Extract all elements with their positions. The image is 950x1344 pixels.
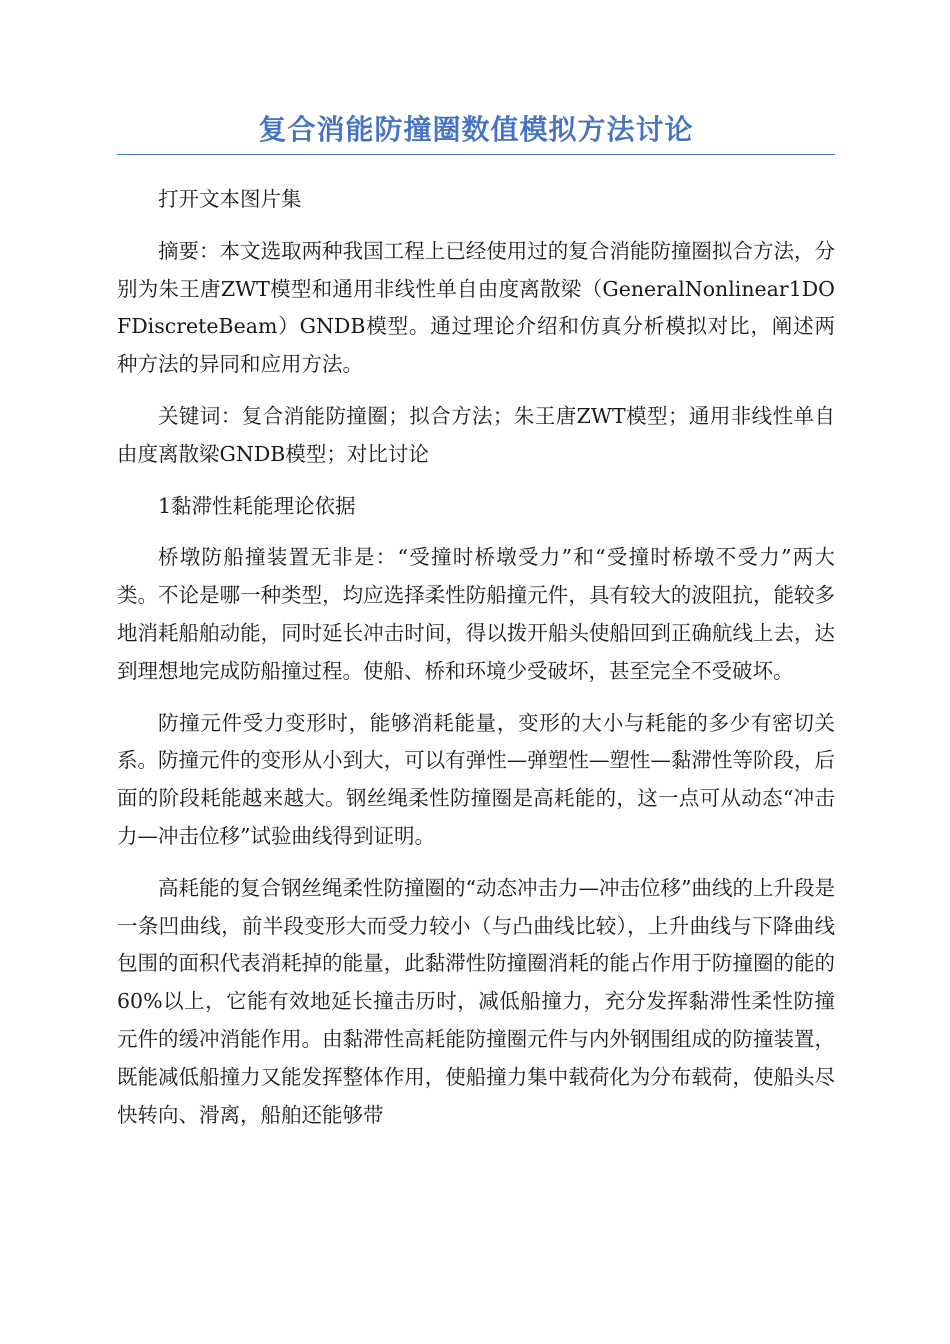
section-heading: 1黏滞性耗能理论依据 (158, 493, 356, 518)
abstract-paragraph: 摘要：本文选取两种我国工程上已经使用过的复合消能防撞圈拟合方法，分别为朱王唐ZWT模型和通用非线性单自由度离散梁（GeneralNonlinear1DOFDiscreteBeam）GNDB模型。通过理论介绍和仿真分析模拟对比，阐述两种方法的异同和应用方法。 (117, 238, 835, 377)
body-paragraph: 防撞元件受力变形时，能够消耗能量，变形的大小与耗能的多少有密切关系。防撞元件的变形从小到大，可以有弹性—弹塑性—塑性—黏滞性等阶段，后面的阶段耗能越来越大。钢丝绳柔性防撞圈是高耗能的，这一点可从动态“冲击力—冲击位移”试验曲线得到证明。 (117, 710, 835, 848)
body-paragraph: 桥墩防船撞装置无非是：“受撞时桥墩受力”和“受撞时桥墩不受力”两大类。不论是哪一种类型，均应选择柔性防船撞元件，具有较大的波阻抗，能较多地消耗船舶动能，同时延长冲击时间，得以拨开船头使船回到正确航线上去，达到理想地完成防船撞过程。使船、桥和环境少受破坏，甚至完全不受破坏。 (117, 545, 835, 683)
keywords-paragraph: 关键词：复合消能防撞圈；拟合方法；朱王唐ZWT模型；通用非线性单自由度离散梁GNDB模型；对比讨论 (117, 403, 835, 466)
document-title: 复合消能防撞圈数值模拟方法讨论 (117, 112, 835, 155)
open-gallery-link[interactable]: 打开文本图片集 (158, 187, 302, 211)
body-paragraph: 高耗能的复合钢丝绳柔性防撞圈的“动态冲击力—冲击位移”曲线的上升段是一条凹曲线，前半段变形大而受力较小（与凸曲线比较），上升曲线与下降曲线包围的面积代表消耗掉的能量，此黏滞性防撞圈消耗的能占作用于防撞圈的能的60%以上，它能有效地延长撞击历时，减低船撞力，充分发挥黏滞性柔性防撞元件的缓冲消能作用。由黏滞性高耗能防撞圈元件与内外钢围组成的防撞装置，既能减低船撞力又能发挥整体作用，使船撞力集中载荷化为分布载荷，使船头尽快转向、滑离，船舶还能够带 (117, 875, 835, 1127)
document-page (117, 112, 835, 1134)
